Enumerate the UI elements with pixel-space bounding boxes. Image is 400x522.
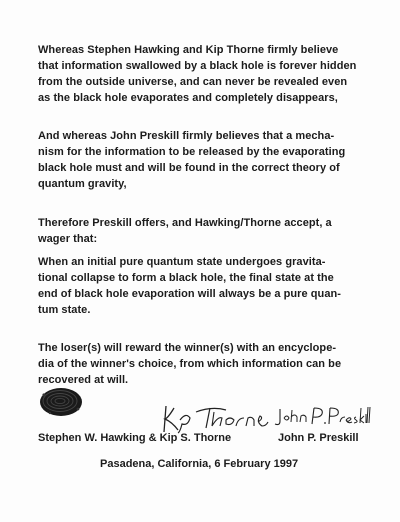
paragraph-line: quantum gravity, [38,178,127,190]
hawking-thorne-name: Stephen W. Hawking & Kip S. Thorne [38,432,232,444]
whereas-preskill-paragraph [38,128,370,192]
paragraph-line: dia of the winner's choice, from which information can be [38,358,342,370]
paragraph-line: as the black hole evaporates and completely disappears, [38,92,338,104]
paragraph-line: that information swallowed by a black hole is forever hidden [38,60,357,72]
kip-thorne-signature [160,402,270,434]
paragraph-line: And whereas John Preskill firmly believes that a mecha- [38,130,335,142]
paragraph-line: from the outside universe, and can never be revealed even [38,76,348,88]
paragraph-line: nism for the information to be released by the evaporating [38,146,346,158]
thumbprint-mark [38,385,84,419]
paragraph-line: Therefore Preskill offers, and Hawking/Thorne accept, a [38,217,332,229]
wager-condition-paragraph [38,254,370,318]
whereas-hawking-thorne-paragraph [38,42,370,106]
place-date: Pasadena, California, 6 February 1997 [100,458,299,470]
reward-paragraph [38,340,370,388]
preskill-name: John P. Preskill [278,432,359,444]
paragraph-line: tional collapse to form a black hole, the final state at the [38,272,334,284]
paragraph-line: The loser(s) will reward the winner(s) with an encyclope- [38,342,337,354]
john-preskill-signature [272,404,372,430]
paragraph-line: tum state. [38,304,91,316]
paragraph-line: recovered at will. [38,374,129,386]
paragraph-line: end of black hole evaporation will always be a pure quan- [38,288,341,300]
paragraph-line: When an initial pure quantum state undergoes gravita- [38,256,326,268]
paragraph-line: Whereas Stephen Hawking and Kip Thorne firmly believe [38,44,339,56]
therefore-paragraph [38,215,370,247]
paragraph-line: black hole must and will be found in the correct theory of [38,162,340,174]
paragraph-line: wager that: [38,233,98,245]
